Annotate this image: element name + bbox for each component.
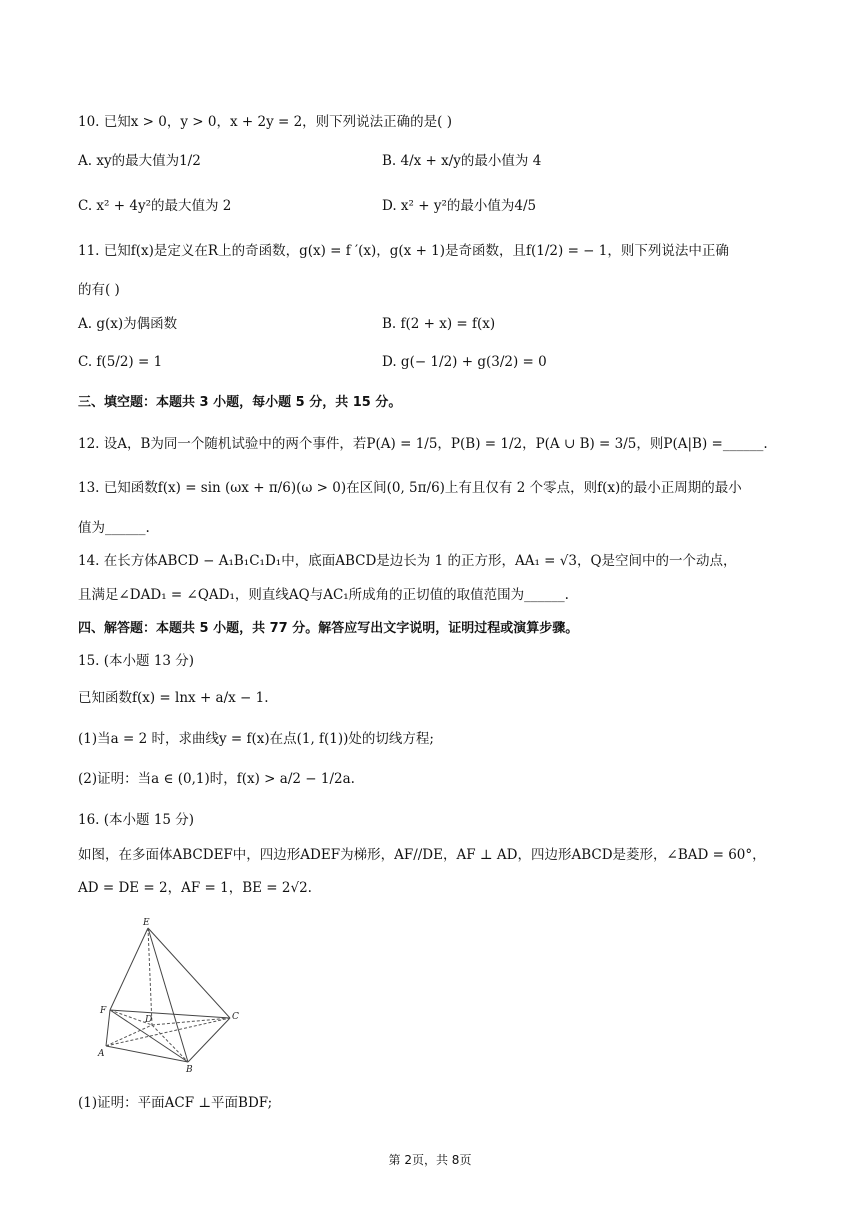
edge-ec — [148, 928, 230, 1018]
q11-option-c: C. f(5/2) = 1 — [78, 354, 163, 370]
q11-option-b: B. f(2 + x) = f(x) — [382, 316, 496, 332]
question-15-stem: 已知函数f(x) = lnx + a/x − 1. — [78, 690, 269, 706]
q11-option-a: A. g(x)为偶函数 — [78, 316, 178, 332]
q10-option-c: C. x² + 4y²的最大值为 2 — [78, 198, 232, 214]
edge-fa — [106, 1010, 110, 1046]
question-15: 15. (本小题 13 分) — [78, 653, 195, 669]
section-3-heading: 三、填空题：本题共 3 小题，每小题 5 分，共 15 分。 — [78, 395, 402, 410]
edge-ef — [110, 928, 148, 1010]
edge-ed — [148, 928, 152, 1025]
polyhedron-figure — [80, 910, 248, 1078]
question-11: 11. 已知f(x)是定义在R上的奇函数，g(x) = f ′(x)，g(x + 1)是奇函数，且f(1/2) = − 1，则下列说法中正确 — [78, 243, 729, 259]
edge-ac — [106, 1018, 230, 1046]
vertex-label-f: F — [100, 1006, 107, 1016]
question-13-cont: 值为______. — [78, 520, 150, 536]
question-16-stem-cont: AD = DE = 2，AF = 1，BE = 2√2. — [78, 880, 312, 896]
question-14: 14. 在长方体ABCD − A₁B₁C₁D₁中，底面ABCD是边长为 1 的正方形，AA₁ = √3，Q是空间中的一个动点， — [78, 553, 737, 569]
q10-option-d: D. x² + y²的最小值为4/5 — [382, 198, 537, 214]
question-15-part-2: (2)证明：当a ∈ (0,1)时，f(x) > a/2 − 1/2a. — [78, 771, 355, 787]
edge-ad — [106, 1025, 152, 1046]
vertex-label-a: A — [98, 1049, 105, 1059]
vertex-label-c: C — [232, 1012, 239, 1022]
q10-option-a: A. xy的最大值为1/2 — [78, 153, 201, 169]
edge-dc — [152, 1018, 230, 1025]
question-16: 16. (本小题 15 分) — [78, 812, 195, 828]
edge-eb — [148, 928, 188, 1062]
edge-fc — [110, 1010, 230, 1018]
edge-bc — [188, 1018, 230, 1062]
vertex-label-d: D — [145, 1015, 153, 1025]
question-14-cont: 且满足∠DAD₁ = ∠QAD₁，则直线AQ与AC₁所成角的正切值的取值范围为______. — [78, 587, 569, 603]
q10-option-b: B. 4/x + x/y的最小值为 4 — [382, 153, 542, 169]
question-13: 13. 已知函数f(x) = sin (ωx + π/6)(ω > 0)在区间(0, 5π/6)上有且仅有 2 个零点，则f(x)的最小正周期的最小 — [78, 480, 742, 496]
question-15-part-1: (1)当a = 2 时，求曲线y = f(x)在点(1, f(1))处的切线方程; — [78, 731, 434, 747]
q11-option-d: D. g(− 1/2) + g(3/2) = 0 — [382, 354, 547, 370]
question-11-cont: 的有( ) — [78, 282, 120, 298]
section-4-heading: 四、解答题：本题共 5 小题，共 77 分。解答应写出文字说明，证明过程或演算步骤。 — [78, 621, 579, 636]
question-16-part-1: (1)证明：平面ACF ⊥平面BDF; — [78, 1095, 273, 1111]
question-10: 10. 已知x > 0，y > 0，x + 2y = 2，则下列说法正确的是( ) — [78, 114, 452, 130]
question-12: 12. 设A，B为同一个随机试验中的两个事件，若P(A) = 1/5，P(B) = 1/2，P(A ∪ B) = 3/5，则P(A|B) =______. — [78, 436, 768, 452]
page-footer: 第 2页，共 8页 — [388, 1153, 472, 1167]
vertex-label-b: B — [186, 1065, 193, 1075]
question-16-stem: 如图，在多面体ABCDEF中，四边形ADEF为梯形，AF//DE，AF ⊥ AD，四边形ABCD是菱形，∠BAD = 60°， — [78, 847, 766, 863]
vertex-label-e: E — [143, 918, 150, 928]
